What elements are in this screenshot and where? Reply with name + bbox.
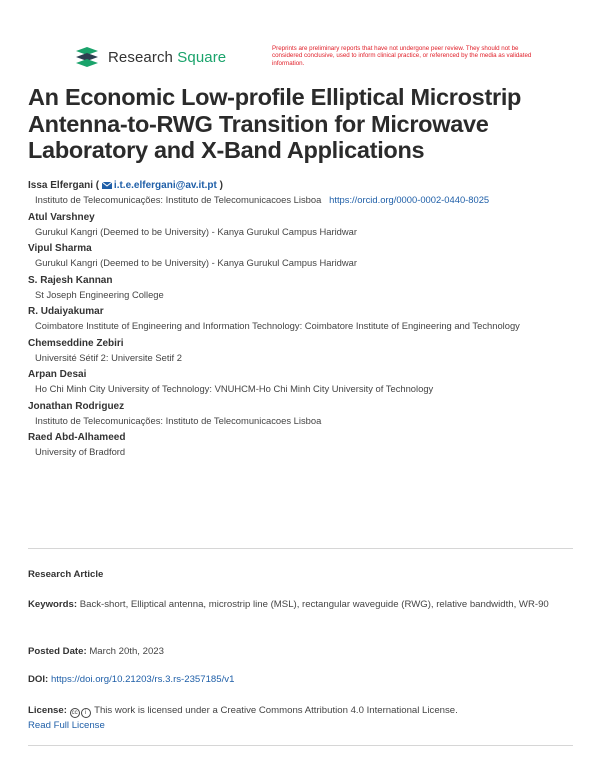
author-affiliation: Gurukul Kangri (Deemed to be University) - Kanya Gurukul Campus Haridwar [35,225,358,237]
author-entry [28,337,573,366]
author-affiliation: Gurukul Kangri (Deemed to be University) - Kanya Gurukul Campus Haridwar [35,257,358,268]
author-list [28,179,573,463]
article-type: Research Article [28,569,104,580]
author-name: Jonathan Rodriguez [28,400,125,412]
orcid-link[interactable]: https://orcid.org/0000-0002-0440-8025 [329,194,490,205]
author-name: Raed Abd-Alhameed [28,432,126,443]
doi-link[interactable]: https://doi.org/10.21203/rs.3.rs-2357185/v1 [50,674,235,685]
author-name: Chemseddine Zebiri [28,337,124,349]
preprint-notice: Preprints are preliminary reports that have not undergone peer review. They should not be considered conclusive, used to inform clinical practice, or referenced by the media as validated information. [272,45,532,67]
posted-date: Posted Date: March 20th, 2023 [28,646,164,657]
author-entry [28,274,573,303]
doi: DOI: https://doi.org/10.21203/rs.3.rs-2357185/v1 [28,674,235,685]
cc-icon: cc [71,710,78,716]
logo-text: Research Square [108,48,227,66]
author-entry [28,368,573,397]
author-entry [28,242,573,271]
author-entry [28,400,573,429]
author-affiliation: Université Sétif 2: Universite Setif 2 [35,351,182,363]
author-affiliation: Coimbatore Institute of Engineering and Information Technology: Coimbatore Institute of Engineering and Technology [35,320,520,331]
attribution-icon: i [81,708,91,718]
author-affiliation: Instituto de Telecomunicações: Instituto de Telecomunicacoes Lisboa [35,414,322,426]
author-entry [28,431,573,460]
license: License: cc i This work is licensed under a Creative Commons Attribution 4.0 International License. Read Full License [28,705,458,731]
divider [28,745,573,746]
keywords: Keywords: Back-short, Elliptical antenna, microstrip line (MSL), rectangular waveguide (RWG), relative bandwidth, WR-90 [28,599,549,610]
author-name: Issa Elfergani ( i.t.e.elfergani@av.it.pt ) [28,180,223,191]
paper-title: An Economic Low-profile Elliptical Microstrip Antenna-to-RWG Transition for Microwave Laboratory and X-Band Applications [28,84,522,163]
author-affiliation: Instituto de Telecomunicações: Instituto de Telecomunicacoes Lisboa https://orcid.org/0000-0002-0440-8025 [35,194,490,205]
mail-icon [102,182,112,189]
author-affiliation: Ho Chi Minh City University of Technology: VNUHCM-Ho Chi Minh City University of Technology [35,383,434,394]
author-name: Vipul Sharma [28,243,92,254]
author-entry [28,179,573,208]
author-name: S. Rajesh Kannan [28,274,113,286]
author-name: Atul Varshney [28,211,95,223]
author-email-link[interactable]: i.t.e.elfergani@av.it.pt [113,180,217,191]
author-affiliation: St Joseph Engineering College [35,288,164,300]
author-affiliation: University of Bradford [35,446,126,457]
author-name: R. Udaiyakumar [28,306,104,317]
author-entry [28,305,573,334]
research-square-logo[interactable] [74,46,226,68]
author-name: Arpan Desai [28,369,87,380]
divider [28,548,573,549]
author-entry [28,211,573,240]
research-square-logo-icon [74,46,100,68]
read-full-license-link[interactable]: Read Full License [28,719,105,731]
